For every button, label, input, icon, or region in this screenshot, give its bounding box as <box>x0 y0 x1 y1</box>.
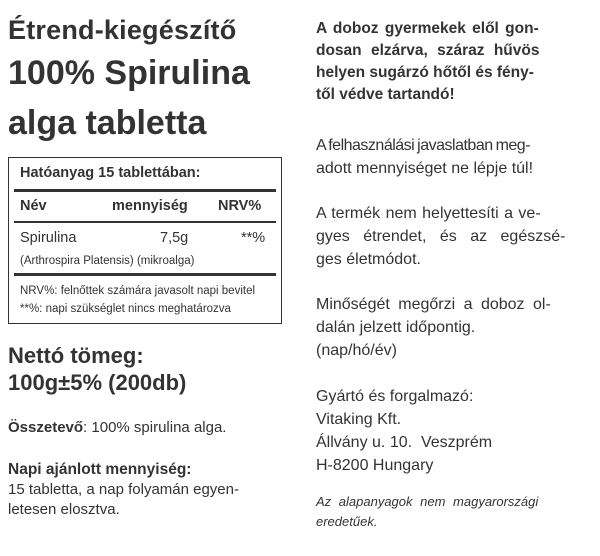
ingredients-text: : 100% spirulina alga. <box>83 419 227 436</box>
nutrition-table-header: Hatóanyag 15 tablettában: <box>20 165 201 181</box>
manufacturer-line: Gyártó és forgalmazó: <box>316 388 474 405</box>
divider-thick <box>14 189 276 192</box>
diet-note-line: gyes étrendet, és az egészsé- <box>316 228 566 245</box>
best-before <box>316 293 590 362</box>
daily-dose-label: Napi ajánlott mennyiség: <box>8 461 192 478</box>
net-weight <box>8 342 186 396</box>
column-header-name: Név <box>20 198 47 214</box>
footnote-nrv: NRV%: felnőttek számára javasolt napi bevitel <box>20 285 256 297</box>
footnote-asterisk: **%: napi szükséglet nincs meghatározva <box>20 303 231 315</box>
origin-note-line: Az alapanyagok nem magyarországi <box>316 494 539 509</box>
row-nrv: **% <box>241 230 266 246</box>
column-header-nrv: NRV% <box>218 198 262 214</box>
dose-warning-line: A felhasználási javaslatban meg- <box>316 137 531 154</box>
ingredients <box>8 418 226 438</box>
manufacturer-postal: H-8200 Hungary <box>316 457 434 474</box>
dose-warning <box>316 134 590 180</box>
best-before-line: dalán jelzett időpontig. <box>316 319 476 336</box>
origin-note <box>316 492 590 532</box>
storage-warning-line: helyen sugárzó hőtől és fény- <box>316 64 534 81</box>
product-title-line-3: alga tabletta <box>8 104 207 142</box>
net-weight-label: Nettó tömeg: <box>8 343 144 368</box>
storage-warning <box>316 18 590 106</box>
storage-warning-line: A doboz gyermekek elől gon- <box>316 20 539 37</box>
diet-note-line: ges életmódot. <box>316 251 421 268</box>
column-header-amount: mennyiség <box>112 198 188 214</box>
manufacturer <box>316 385 590 477</box>
manufacturer-address: Állvány u. 10. Veszprém <box>316 434 493 451</box>
nutrition-table <box>8 157 282 324</box>
daily-dose-text <box>8 480 288 520</box>
row-amount: 7,5g <box>160 230 189 246</box>
divider-thick <box>14 273 276 276</box>
diet-note <box>316 202 590 271</box>
ingredients-label: Összetevő <box>8 419 84 436</box>
daily-dose-line: 15 tabletta, a nap folyamán egyen- <box>8 481 239 498</box>
best-before-line: (nap/hó/év) <box>316 342 397 359</box>
product-title-line-2: 100% Spirulina <box>8 54 250 92</box>
diet-note-line: A termék nem helyettesíti a ve- <box>316 205 541 222</box>
best-before-line: Minőségét megőrzi a doboz ol- <box>316 296 551 313</box>
storage-warning-line: től védve tartandó! <box>316 86 455 103</box>
divider-thin <box>14 221 276 223</box>
storage-warning-line: dosan elzárva, száraz hűvös <box>316 42 540 59</box>
manufacturer-name: Vitaking Kft. <box>316 411 402 428</box>
origin-note-line: eredetűek. <box>316 514 378 529</box>
net-weight-value: 100g±5% (200db) <box>8 370 187 395</box>
product-title-line-1: Étrend-kiegészítő <box>8 15 237 45</box>
daily-dose-line: letesen elosztva. <box>8 501 120 518</box>
row-subtitle: (Arthrospira Platensis) (mikroalga) <box>20 255 195 267</box>
row-name: Spirulina <box>20 230 77 246</box>
dose-warning-line: adott mennyiséget ne lépje túl! <box>316 160 534 177</box>
